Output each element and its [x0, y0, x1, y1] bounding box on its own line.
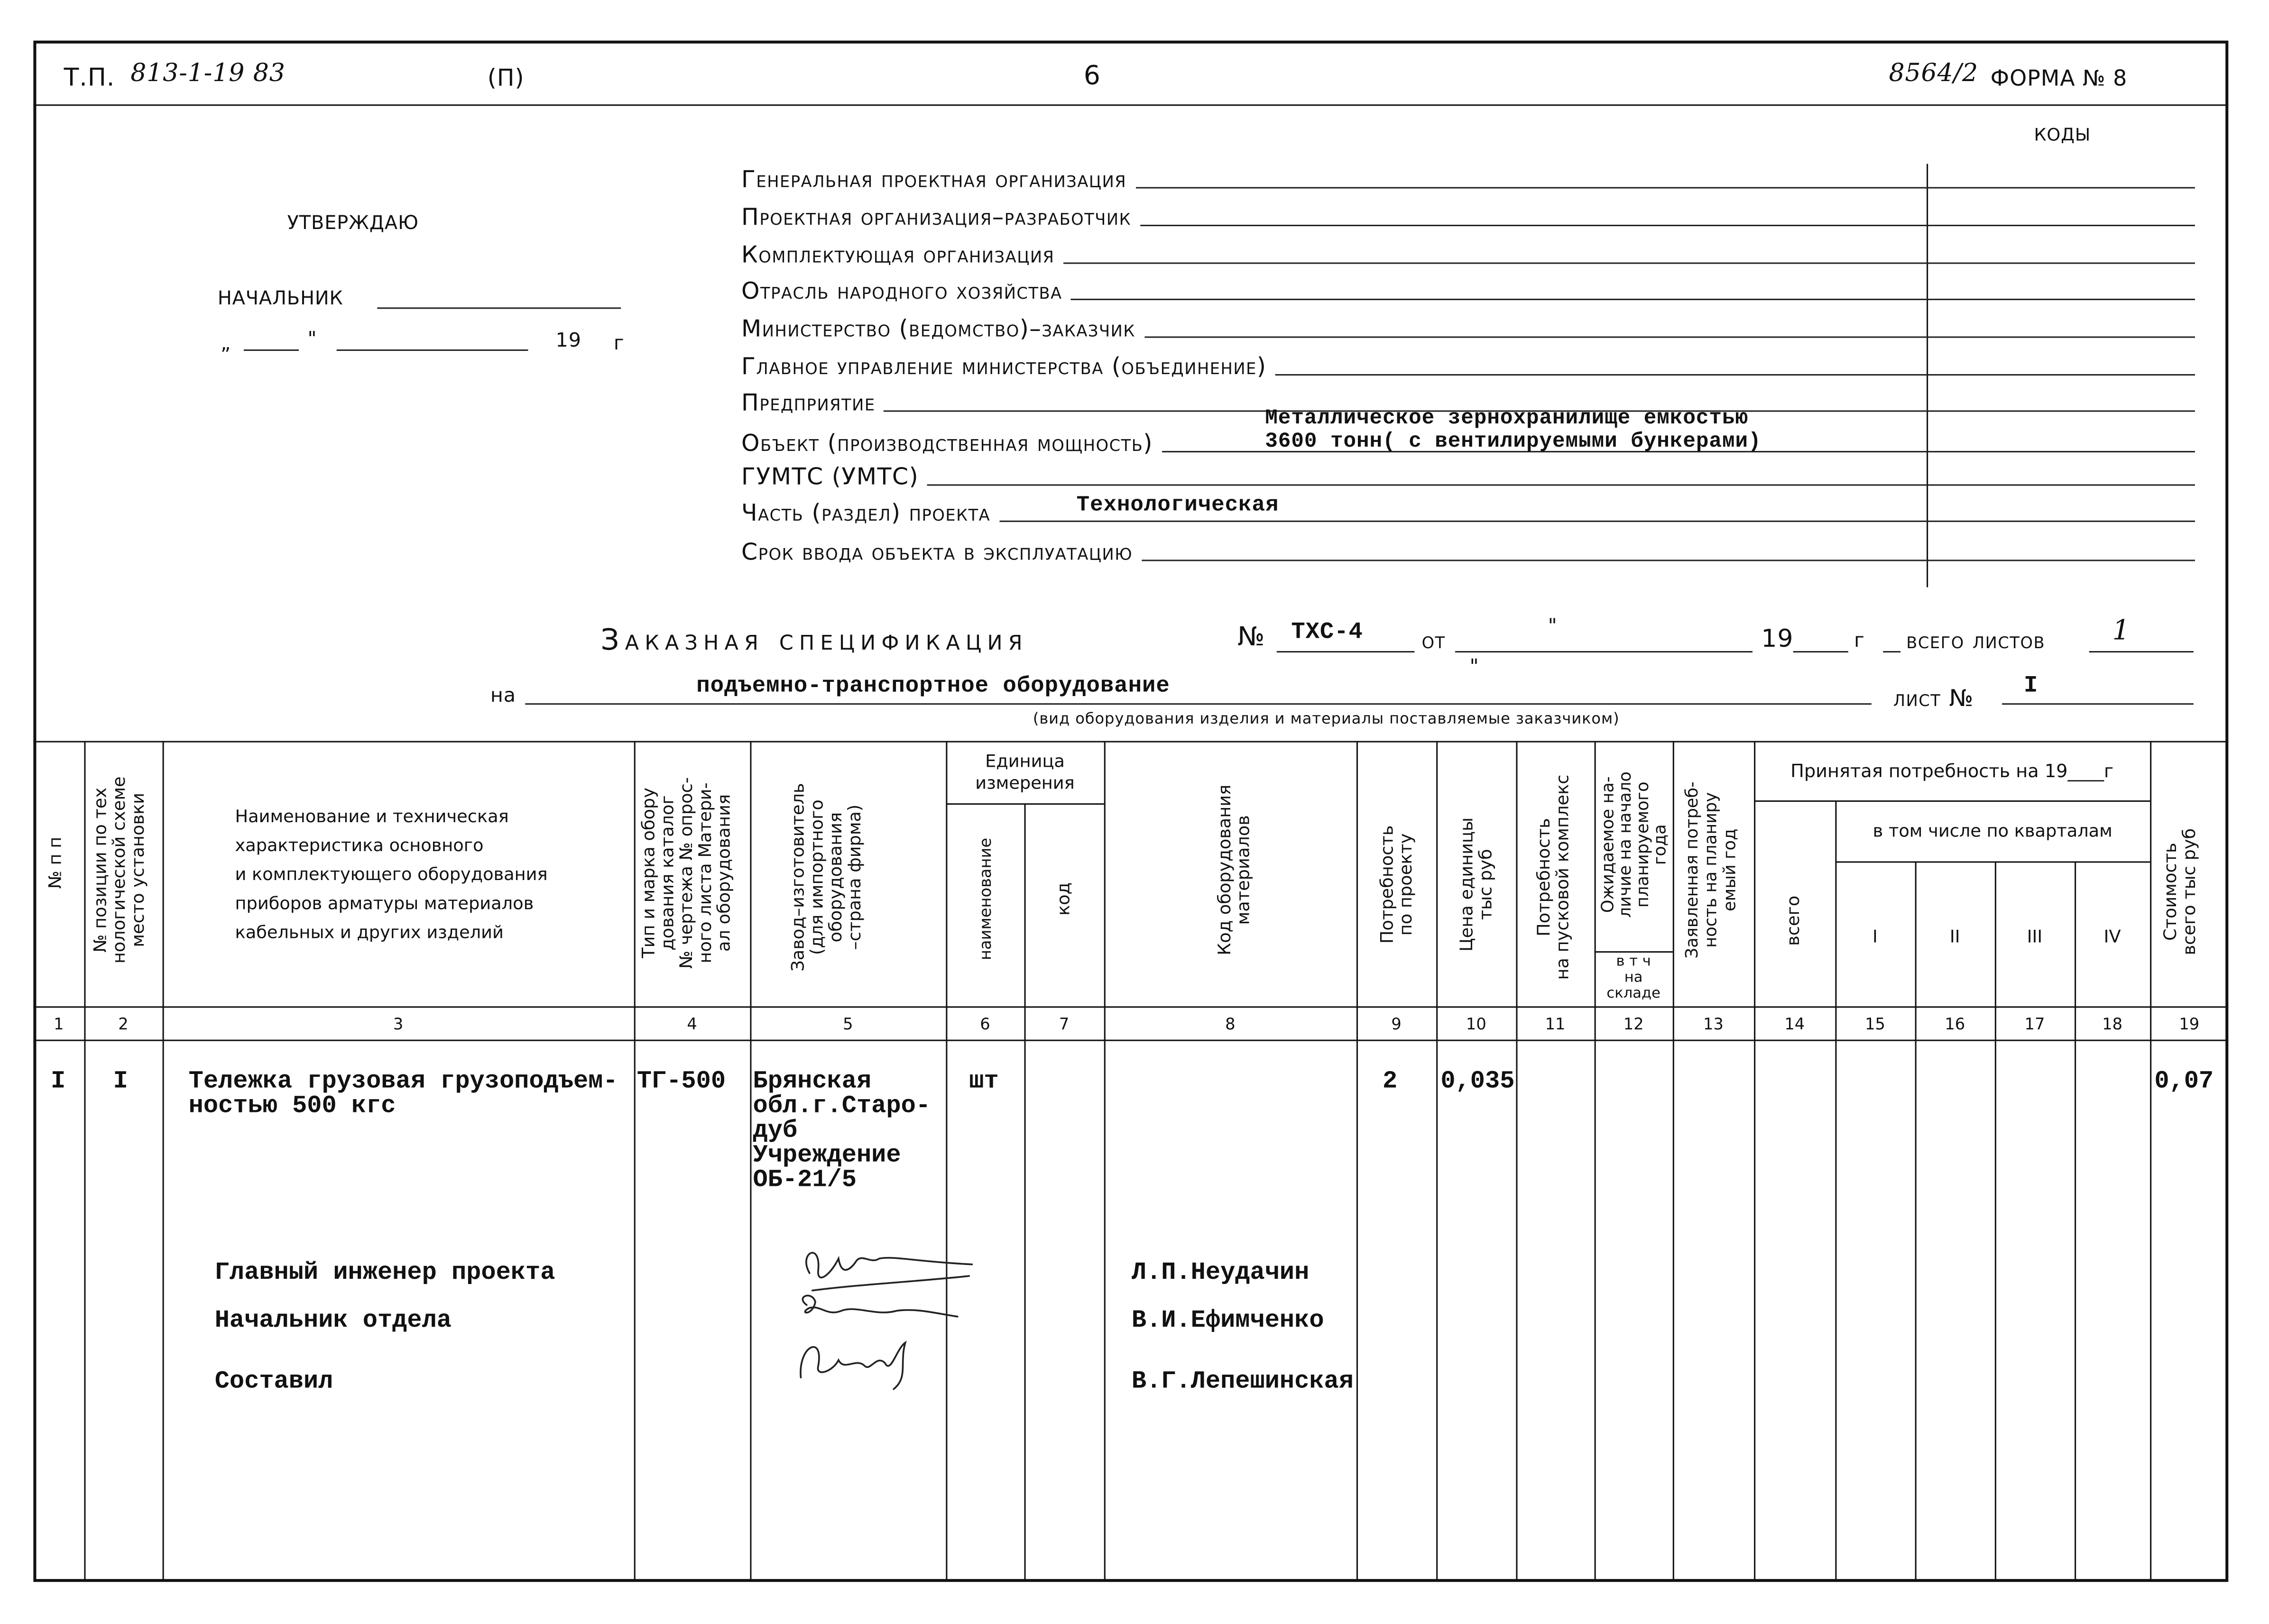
approval-year-suffix: г	[613, 332, 625, 356]
org-field-label: Главное управление министерства (объединение)	[741, 352, 1267, 380]
date-quote-close: "	[307, 328, 317, 351]
col-header-2: № позиции по тех нологической схеме место установки	[90, 776, 148, 964]
row-unit: шт	[969, 1068, 999, 1096]
org-field-label: Предприятие	[741, 388, 876, 416]
table-column-line	[84, 741, 85, 1581]
column-number: 17	[2024, 1015, 2045, 1034]
quarter-header-2: II	[1949, 927, 1960, 947]
org-field-line	[928, 484, 2195, 486]
total-sheets-value: 1	[2112, 615, 2131, 647]
approve-label: УТВЕРЖДАЮ	[287, 213, 419, 235]
col-header-10: Цена единицы тыс руб	[1457, 817, 1496, 952]
org-field-label: Срок ввода объекта в эксплуатацию	[741, 538, 1133, 566]
codes-label: КОДЫ	[2034, 124, 2091, 145]
signature-role-3: Составил	[214, 1368, 333, 1396]
spec-quote-open: "	[1548, 615, 1558, 638]
table-column-line	[2075, 861, 2076, 1580]
spec-quote-close: "	[1469, 655, 1479, 679]
form-label: ФОРМА № 8	[1990, 65, 2128, 92]
col-header-4: Тип и марка обору дования каталог № чертежа № опрос- ного листа Матери- ал оборудования	[638, 777, 734, 969]
org-field-label: Проектная организация–разработчик	[741, 203, 1132, 231]
row-maker: Брянская обл.г.Старо- дуб Учреждение ОБ-21/5	[753, 1068, 931, 1195]
org-field-line	[1141, 560, 2195, 561]
column-number: 16	[1945, 1015, 1965, 1034]
table-column-line	[1024, 803, 1026, 1580]
table-column-line	[163, 741, 164, 1581]
column-number: 14	[1784, 1015, 1805, 1034]
org-field-line	[1063, 262, 2195, 264]
row-type: ТГ-500	[636, 1068, 726, 1096]
column-number: 9	[1391, 1015, 1402, 1034]
row-cost: 0,07	[2154, 1068, 2214, 1096]
org-field-label: Часть (раздел) проекта	[741, 498, 991, 527]
object-value-line1: Металлическое зернохранилище емкостью	[1265, 407, 1749, 431]
handwritten-signatures	[755, 1232, 987, 1406]
tp-label: Т.П.	[64, 64, 115, 93]
signature-stroke-1	[806, 1253, 972, 1277]
table-column-line	[1754, 741, 1755, 1581]
signature-stroke-2	[802, 1295, 957, 1316]
column-number: 8	[1225, 1015, 1236, 1034]
org-field-label: Объект (производственная мощность)	[741, 429, 1153, 457]
spec-year: 19	[1761, 624, 1794, 654]
col-header-13: Заявленная потреб- ность на планиру емый год	[1681, 781, 1740, 959]
date-quote-open: „	[220, 332, 231, 356]
table-column-line	[1915, 861, 1917, 1580]
column-number: 2	[118, 1015, 129, 1034]
sheet-label: лист №	[1893, 684, 1974, 712]
column-number: 11	[1545, 1015, 1566, 1034]
table-column-line	[1104, 741, 1106, 1581]
signature-role-2: Начальник отдела	[214, 1308, 452, 1336]
quarter-header-4: IV	[2103, 927, 2121, 947]
spec-year-suffix: г	[1854, 629, 1865, 653]
table-column-line	[634, 741, 636, 1581]
column-number: 1	[54, 1015, 64, 1034]
col-header-6: наименование	[976, 837, 996, 961]
column-number: 3	[393, 1015, 404, 1034]
table-column-line	[1835, 800, 1836, 1580]
section-label: (П)	[487, 64, 525, 92]
signature-stroke-3	[801, 1343, 905, 1389]
spec-from-label: от	[1421, 626, 1446, 654]
tp-number: 813-1-19 83	[130, 59, 286, 89]
row-price: 0,035	[1440, 1068, 1515, 1096]
col-header-19: Стоимость всего тыс руб	[2160, 828, 2200, 955]
org-field-line	[1135, 187, 2195, 188]
total-sheets-label: всего листов	[1906, 626, 2046, 654]
column-number: 19	[2179, 1015, 2200, 1034]
column-number: 13	[1703, 1015, 1724, 1034]
table-column-line	[1995, 861, 1996, 1580]
spec-on-label: на	[490, 684, 517, 708]
org-field-label: Отрасль народного хозяйства	[741, 277, 1062, 305]
column-number: 12	[1623, 1015, 1644, 1034]
col-header-9: Потребность по проекту	[1376, 825, 1416, 944]
org-field-line	[1144, 336, 2195, 338]
spec-no-label: №	[1237, 622, 1265, 653]
spec-title: Заказная спецификация	[600, 622, 1028, 657]
chief-label: НАЧАЛЬНИК	[217, 288, 343, 311]
org-field-line	[1071, 299, 2195, 300]
signature-role-1: Главный инженер проекта	[214, 1260, 555, 1288]
column-number: 4	[687, 1015, 697, 1034]
col-header-11: Потребность на пусковой комплекс	[1533, 774, 1573, 980]
table-column-line	[2150, 741, 2151, 1581]
row-name: Тележка грузовая грузоподъем- ностью 500 кгс	[188, 1068, 618, 1121]
quarters-header: в том числе по кварталам	[1872, 820, 2112, 841]
equipment-kind-note: (вид оборудования изделия и материалы поставляемые заказчиком)	[1033, 710, 1620, 728]
row-position: I	[113, 1068, 128, 1096]
column-number: 15	[1865, 1015, 1885, 1034]
org-field-label: ГУМТС (УМТС)	[741, 462, 919, 490]
org-field-label: Министерство (ведомство)–заказчик	[741, 314, 1135, 342]
table-column-line	[750, 741, 751, 1581]
table-column-line	[1436, 741, 1438, 1581]
approval-year: 19	[555, 329, 581, 353]
table-column-line	[1516, 741, 1517, 1581]
row-quantity: 2	[1383, 1068, 1398, 1096]
signature-name-3: В.Г.Лепешинская	[1131, 1368, 1354, 1396]
column-number: 18	[2102, 1015, 2123, 1034]
spec-no-value: ТХС-4	[1291, 619, 1363, 645]
row-num: I	[51, 1068, 66, 1096]
col-header-14: всего	[1783, 895, 1804, 946]
table-column-line	[1356, 741, 1358, 1581]
object-value-line2: 3600 тонн( с вентилируемыми бункерами)	[1265, 431, 1762, 454]
org-field-label: Генеральная проектная организация	[741, 165, 1127, 193]
col-header-3: Наименование и техническая характеристика основного и комплектующего оборудования приборов арматуры материалов кабельных и других изделий	[235, 806, 548, 943]
column-number: 6	[980, 1015, 990, 1034]
project-part-value: Технологическая	[1076, 493, 1279, 518]
signature-name-1: Л.П.Неудачин	[1131, 1260, 1310, 1288]
col-header-12: Ожидаемое на- личие на начало планируемого года	[1597, 771, 1670, 918]
column-number: 10	[1466, 1015, 1486, 1034]
table-column-line	[1595, 741, 1596, 1581]
sheet-code: 8564/2	[1889, 59, 1979, 89]
org-field-line	[1140, 225, 2195, 226]
org-field-line	[1275, 374, 2195, 376]
org-field-line	[999, 521, 2195, 522]
page-number: 6	[1083, 61, 1101, 92]
table-column-line	[946, 741, 947, 1581]
table-column-line	[1673, 741, 1674, 1581]
col-header-1: № п п	[45, 836, 65, 889]
column-number: 7	[1059, 1015, 1070, 1034]
accepted-header: Принятая потребность на 19____г	[1790, 760, 2114, 782]
unit-header: Единица измерения	[975, 751, 1075, 793]
spec-on-value: подъемно-транспортное оборудование	[696, 672, 1170, 699]
sheet-value: I	[2024, 672, 2038, 699]
col-header-5: Завод–изготовитель (для импортного оборудования –страна фирма)	[787, 783, 865, 972]
col-header-7: код	[1053, 882, 1074, 916]
quarter-header-1: I	[1872, 927, 1878, 947]
col-header-8: Код оборудования материалов	[1214, 784, 1254, 955]
quarter-header-3: III	[2027, 927, 2043, 947]
signature-stroke-1b	[812, 1276, 969, 1291]
divider	[33, 104, 2228, 106]
signature-name-2: В.И.Ефимченко	[1131, 1308, 1324, 1336]
org-field-label: Комплектующая организация	[741, 240, 1055, 268]
column-number: 5	[843, 1015, 853, 1034]
col-header-12b: в т ч на складе	[1606, 954, 1660, 1002]
